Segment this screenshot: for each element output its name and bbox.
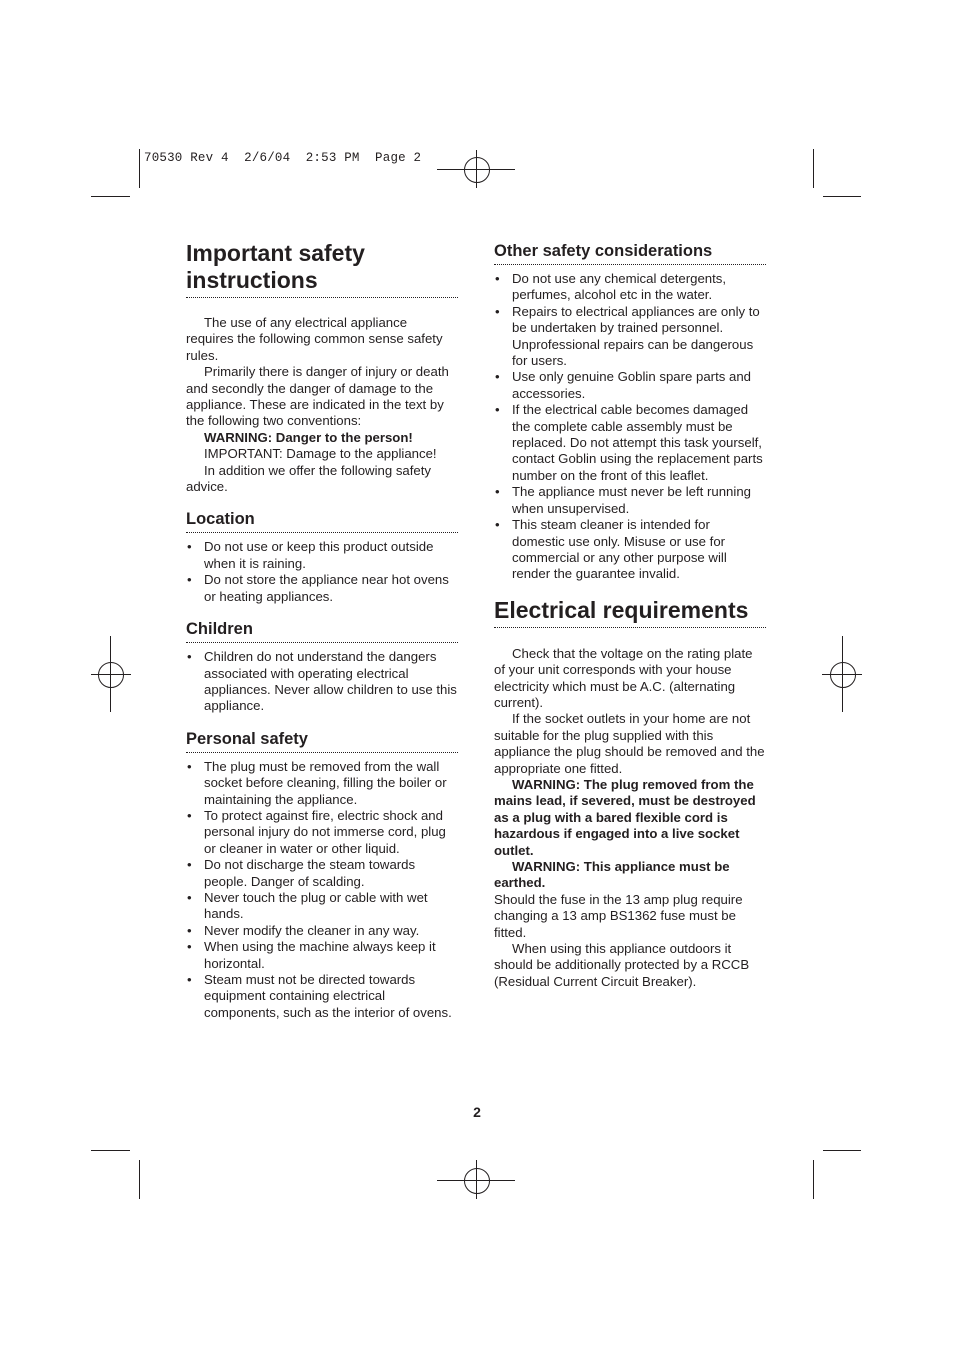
list-item: • Steam must not be directed towards equipment containing electrical components, such as the interior of ovens.: [186, 972, 458, 1021]
intro-paragraph-1: The use of any electrical appliance requires the following common sense safety rules.: [186, 315, 443, 363]
list-item: • To protect against fire, electric shock and personal injury do not immerse cord, plug or cleaner in water or other liquid.: [186, 808, 458, 857]
list-item: • Do not use any chemical detergents, perfumes, alcohol etc in the water.: [494, 271, 766, 304]
safety-title: Important safety instructions: [186, 240, 458, 298]
page-number: 2: [473, 1104, 481, 1120]
list-item: • Do not discharge the steam towards people. Danger of scalding.: [186, 857, 458, 890]
other-safety-heading: Other safety considerations: [494, 241, 766, 265]
intro-paragraph-2: Primarily there is danger of injury or death and secondly the danger of damage to the appliance. These are indicated in the text by the following two conventions:: [186, 364, 449, 429]
list-item: • Never touch the plug or cable with wet hands.: [186, 890, 458, 923]
list-item: • Children do not understand the dangers associated with operating electrical appliances. Never allow children to use this appliance.: [186, 649, 458, 715]
electrical-paragraph-2: If the socket outlets in your home are not suitable for the plug supplied with this appliance the plug should be removed and the appropriate one fitted.: [494, 711, 765, 776]
personal-safety-heading: Personal safety: [186, 729, 458, 753]
list-item: • If the electrical cable becomes damaged the complete cable assembly must be replaced. Do not attempt this task yourself, contact Goblin using the replacement parts number on the front of this leaflet.: [494, 402, 766, 484]
other-safety-list: [494, 271, 766, 583]
list-item: • Do not use or keep this product outside when it is raining.: [186, 539, 458, 572]
list-item: • Repairs to electrical appliances are only to be undertaken by trained personnel. Unprofessional repairs can be dangerous for users.: [494, 304, 766, 370]
earth-warning: WARNING: This appliance must be earthed.: [494, 859, 730, 891]
electrical-paragraph-3: Should the fuse in the 13 amp plug require changing a 13 amp BS1362 fuse must be fitted.: [494, 891, 743, 940]
plug-warning: WARNING: The plug removed from the mains lead, if severed, must be destroyed as a plug with a bared flexible cord is hazardous if engaged into a live socket outlet.: [494, 776, 756, 858]
print-slug: 70530 Rev 4 2/6/04 2:53 PM Page 2: [144, 151, 422, 165]
electrical-paragraph-1: Check that the voltage on the rating plate of your unit corresponds with your house electricity which must be A.C. (alternating current).: [494, 645, 753, 710]
electrical-paragraph-4: When using this appliance outdoors it should be additionally protected by a RCCB (Residual Current Circuit Breaker).: [494, 941, 750, 989]
children-list: [186, 649, 458, 715]
advice-paragraph: In addition we offer the following safety advice.: [186, 462, 432, 495]
warning-convention: WARNING: Danger to the person!: [204, 429, 413, 445]
right-column: [494, 241, 766, 990]
children-heading: Children: [186, 619, 458, 643]
location-heading: Location: [186, 509, 458, 533]
important-convention: IMPORTANT: Damage to the appliance!: [204, 446, 437, 462]
list-item: • The appliance must never be left running when unsupervised.: [494, 484, 766, 517]
list-item: • Use only genuine Goblin spare parts and accessories.: [494, 369, 766, 402]
list-item: • Do not store the appliance near hot ovens or heating appliances.: [186, 572, 458, 605]
list-item: • The plug must be removed from the wall socket before cleaning, filling the boiler or maintaining the appliance.: [186, 759, 458, 808]
electrical-requirements-title: Electrical requirements: [494, 597, 766, 628]
location-list: [186, 539, 458, 605]
list-item: • When using the machine always keep it horizontal.: [186, 939, 458, 972]
personal-safety-list: [186, 759, 458, 1022]
list-item: • This steam cleaner is intended for domestic use only. Misuse or use for commercial or any other purpose will render the guarantee invalid.: [494, 517, 766, 583]
left-column: [186, 240, 458, 1021]
list-item: • Never modify the cleaner in any way.: [186, 923, 458, 939]
